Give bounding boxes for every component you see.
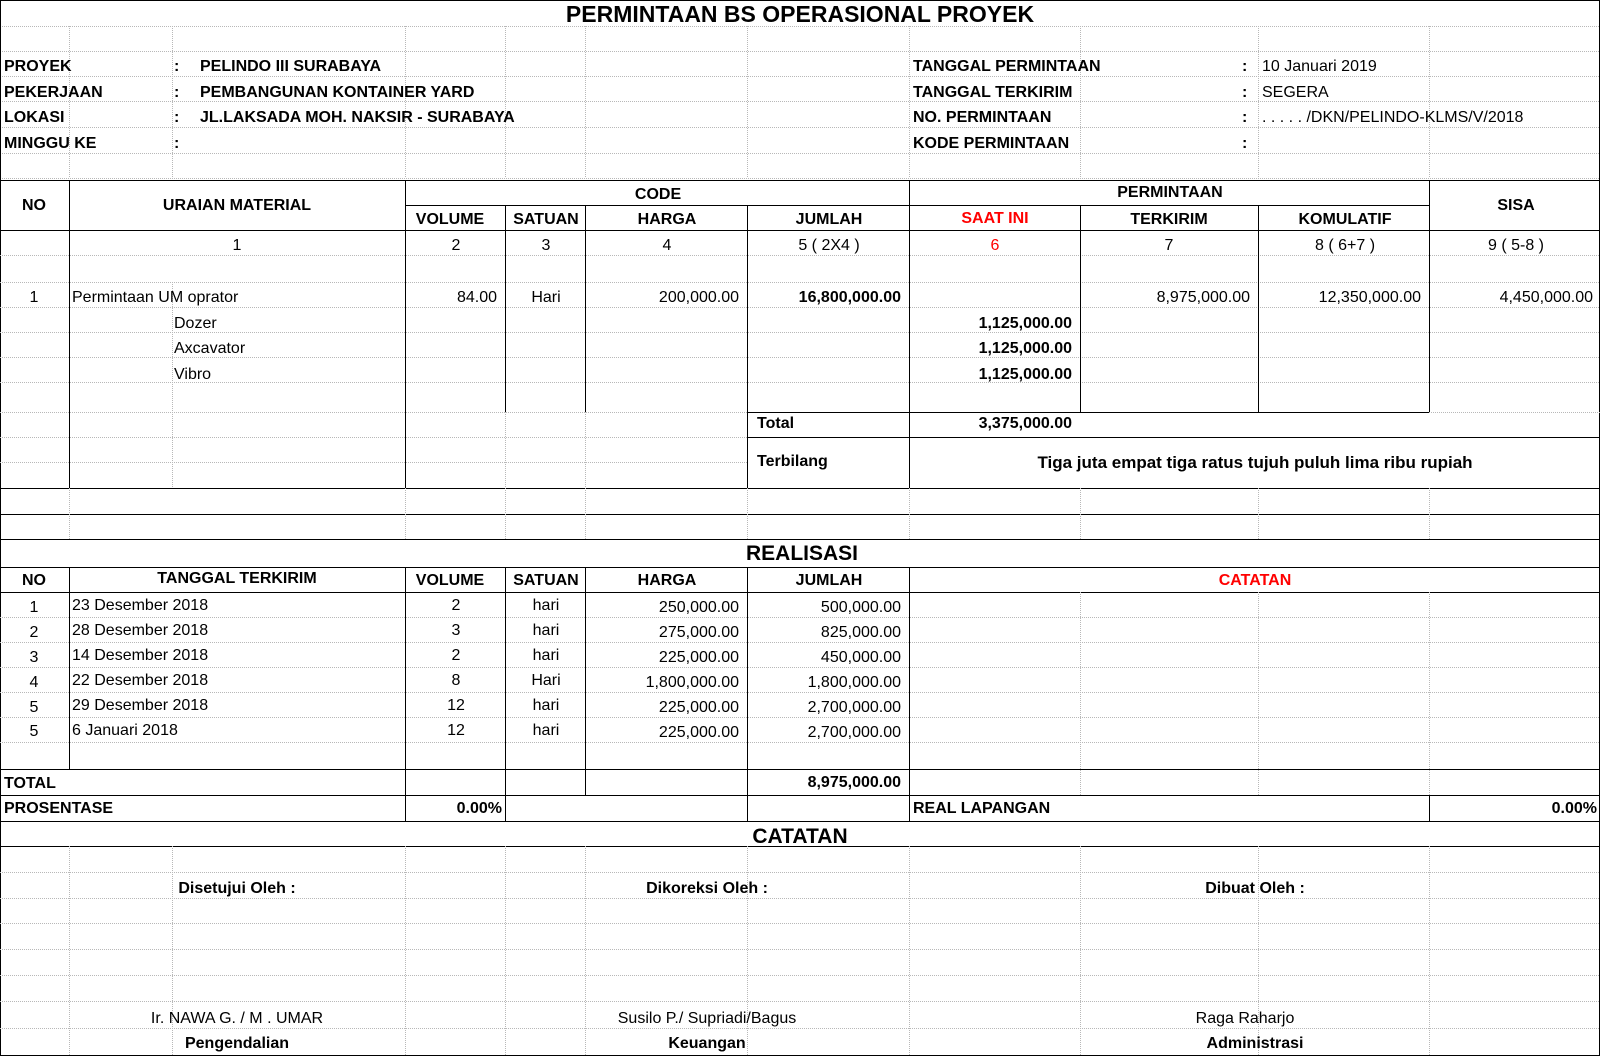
realisasi-row-no[interactable]: 3 <box>29 649 39 666</box>
realisasi-row-satuan[interactable]: Hari <box>531 672 561 689</box>
col-header-komulatif: KOMULATIF <box>1298 211 1392 228</box>
catatan-title: CATATAN <box>752 825 848 848</box>
colon: : <box>174 109 180 126</box>
signature-name[interactable]: Susilo P./ Supriadi/Bagus <box>617 1010 797 1027</box>
col-header-code: CODE <box>634 186 682 203</box>
signature-title: Dikoreksi Oleh : <box>646 880 768 897</box>
sub-item-name[interactable]: Dozer <box>174 315 217 332</box>
realisasi-row-volume[interactable]: 12 <box>447 697 465 714</box>
sub-item-saat-ini[interactable]: 1,125,000.00 <box>978 366 1072 383</box>
realisasi-row-tanggal[interactable]: 14 Desember 2018 <box>72 647 209 664</box>
signature-role: Administrasi <box>1206 1035 1304 1052</box>
real-lapangan-value[interactable]: 0.00% <box>1551 800 1597 817</box>
item-volume[interactable]: 84.00 <box>456 289 497 306</box>
realisasi-row-no[interactable]: 2 <box>29 624 39 641</box>
col-header-volume: VOLUME <box>415 211 485 228</box>
realisasi-row-tanggal[interactable]: 29 Desember 2018 <box>72 697 209 714</box>
item-satuan[interactable]: Hari <box>531 289 561 306</box>
col-header-no: NO <box>22 572 46 589</box>
col-header-harga: HARGA <box>637 572 697 589</box>
prosentase-value[interactable]: 0.00% <box>456 800 502 817</box>
item-komulatif[interactable]: 12,350,000.00 <box>1318 289 1421 306</box>
realisasi-row-satuan[interactable]: hari <box>532 647 560 664</box>
col-header-satuan: SATUAN <box>513 211 579 228</box>
signature-title: Dibuat Oleh : <box>1205 880 1305 897</box>
realisasi-row-jumlah[interactable]: 2,700,000.00 <box>807 724 901 741</box>
item-sisa[interactable]: 4,450,000.00 <box>1499 289 1593 306</box>
terbilang-label: Terbilang <box>757 453 828 470</box>
col-number: 8 ( 6+7 ) <box>1314 237 1376 254</box>
col-header-satuan: SATUAN <box>513 572 579 589</box>
col-header-saat-ini: SAAT INI <box>961 210 1029 227</box>
terbilang-value[interactable]: Tiga juta empat tiga ratus tujuh puluh lima ribu rupiah <box>1037 453 1473 472</box>
realisasi-row-no[interactable]: 5 <box>29 723 39 740</box>
realisasi-total-label: TOTAL <box>4 775 56 792</box>
col-number: 5 ( 2X4 ) <box>798 237 860 254</box>
realisasi-row-satuan[interactable]: hari <box>532 697 560 714</box>
col-number: 6 <box>990 237 1000 254</box>
col-header-terkirim: TERKIRIM <box>1130 211 1208 228</box>
colon: : <box>174 58 180 75</box>
realisasi-row-satuan[interactable]: hari <box>532 722 560 739</box>
proyek-label: PROYEK <box>4 58 72 75</box>
col-number: 4 <box>662 237 672 254</box>
item-uraian[interactable]: Permintaan UM oprator <box>72 289 239 306</box>
col-number: 9 ( 5-8 ) <box>1487 237 1545 254</box>
realisasi-row-volume[interactable]: 8 <box>451 672 461 689</box>
realisasi-row-harga[interactable]: 275,000.00 <box>658 624 739 641</box>
lokasi-value[interactable]: JL.LAKSADA MOH. NAKSIR - SURABAYA <box>200 109 515 126</box>
signature-role: Pengendalian <box>184 1035 290 1052</box>
realisasi-row-volume[interactable]: 2 <box>451 647 461 664</box>
sub-item-saat-ini[interactable]: 1,125,000.00 <box>978 315 1072 332</box>
col-header-volume: VOLUME <box>415 572 485 589</box>
pekerjaan-value[interactable]: PEMBANGUNAN KONTAINER YARD <box>200 84 475 101</box>
signature-name[interactable]: Ir. NAWA G. / M . UMAR <box>150 1010 324 1027</box>
col-number: 7 <box>1164 237 1174 254</box>
colon: : <box>1242 109 1248 126</box>
realisasi-row-harga[interactable]: 225,000.00 <box>658 724 739 741</box>
colon: : <box>1242 135 1248 152</box>
col-number: 1 <box>232 237 242 254</box>
realisasi-row-tanggal[interactable]: 22 Desember 2018 <box>72 672 209 689</box>
sub-item-name[interactable]: Vibro <box>174 366 212 383</box>
realisasi-row-no[interactable]: 5 <box>29 699 39 716</box>
col-number: 2 <box>451 237 461 254</box>
colon: : <box>174 84 180 101</box>
no-permintaan-value[interactable]: . . . . . /DKN/PELINDO-KLMS/V/2018 <box>1262 109 1524 126</box>
realisasi-row-jumlah[interactable]: 500,000.00 <box>820 599 901 616</box>
realisasi-row-tanggal[interactable]: 6 Januari 2018 <box>72 722 178 739</box>
tanggal-terkirim-label: TANGGAL TERKIRIM <box>913 84 1073 101</box>
col-header-uraian: URAIAN MATERIAL <box>162 197 312 214</box>
col-header-no: NO <box>22 197 46 214</box>
signature-name[interactable]: Raga Raharjo <box>1195 1010 1295 1027</box>
total-label: Total <box>757 415 795 432</box>
realisasi-row-volume[interactable]: 12 <box>447 722 465 739</box>
signature-title: Disetujui Oleh : <box>178 880 296 897</box>
col-header-tanggal: TANGGAL TERKIRIM <box>157 570 317 587</box>
realisasi-row-tanggal[interactable]: 23 Desember 2018 <box>72 597 209 614</box>
realisasi-row-harga[interactable]: 250,000.00 <box>658 599 739 616</box>
page-title: PERMINTAAN BS OPERASIONAL PROYEK <box>565 1 1035 27</box>
proyek-value[interactable]: PELINDO III SURABAYA <box>200 58 382 75</box>
real-lapangan-label: REAL LAPANGAN <box>913 800 1051 817</box>
prosentase-label: PROSENTASE <box>4 800 114 817</box>
col-header-jumlah: JUMLAH <box>795 211 863 228</box>
kode-permintaan-label: KODE PERMINTAAN <box>913 135 1070 152</box>
colon: : <box>174 135 180 152</box>
realisasi-row-harga[interactable]: 225,000.00 <box>658 699 739 716</box>
item-harga[interactable]: 200,000.00 <box>658 289 739 306</box>
signature-role: Keuangan <box>668 1035 746 1052</box>
sub-item-name[interactable]: Axcavator <box>174 340 246 357</box>
no-permintaan-label: NO. PERMINTAAN <box>913 109 1052 126</box>
realisasi-row-jumlah[interactable]: 2,700,000.00 <box>807 699 901 716</box>
realisasi-row-harga[interactable]: 1,800,000.00 <box>645 674 739 691</box>
realisasi-row-satuan[interactable]: hari <box>532 597 560 614</box>
realisasi-row-jumlah[interactable]: 825,000.00 <box>820 624 901 641</box>
item-terkirim[interactable]: 8,975,000.00 <box>1156 289 1250 306</box>
col-number: 3 <box>541 237 551 254</box>
tanggal-terkirim-value[interactable]: SEGERA <box>1262 84 1329 101</box>
realisasi-row-no[interactable]: 1 <box>29 599 39 616</box>
realisasi-row-volume[interactable]: 2 <box>451 597 461 614</box>
colon: : <box>1242 84 1248 101</box>
realisasi-row-jumlah[interactable]: 450,000.00 <box>820 649 901 666</box>
lokasi-label: LOKASI <box>4 109 65 126</box>
realisasi-title: REALISASI <box>745 542 859 565</box>
colon: : <box>1242 58 1248 75</box>
realisasi-row-harga[interactable]: 225,000.00 <box>658 649 739 666</box>
item-jumlah[interactable]: 16,800,000.00 <box>798 289 901 306</box>
realisasi-total-value[interactable]: 8,975,000.00 <box>807 774 901 791</box>
tanggal-permintaan-label: TANGGAL PERMINTAAN <box>913 58 1101 75</box>
col-header-permintaan: PERMINTAAN <box>1117 184 1223 201</box>
sub-item-saat-ini[interactable]: 1,125,000.00 <box>978 340 1072 357</box>
realisasi-row-volume[interactable]: 3 <box>451 622 461 639</box>
pekerjaan-label: PEKERJAAN <box>4 84 103 101</box>
col-header-catatan: CATATAN <box>1218 572 1292 589</box>
realisasi-row-no[interactable]: 4 <box>29 674 39 691</box>
realisasi-row-jumlah[interactable]: 1,800,000.00 <box>807 674 901 691</box>
col-header-harga: HARGA <box>637 211 697 228</box>
col-header-sisa: SISA <box>1497 197 1535 214</box>
col-header-jumlah: JUMLAH <box>795 572 863 589</box>
minggu-label: MINGGU KE <box>4 135 97 152</box>
realisasi-row-satuan[interactable]: hari <box>532 622 560 639</box>
realisasi-row-tanggal[interactable]: 28 Desember 2018 <box>72 622 209 639</box>
item-no[interactable]: 1 <box>29 289 39 306</box>
total-value[interactable]: 3,375,000.00 <box>978 415 1072 432</box>
tanggal-permintaan-value[interactable]: 10 Januari 2019 <box>1262 58 1377 75</box>
